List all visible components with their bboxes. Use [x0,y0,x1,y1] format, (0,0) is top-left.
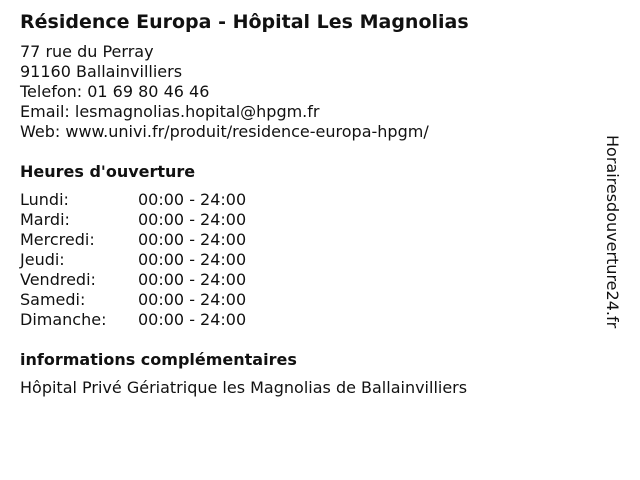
address-block [20,42,600,142]
hours-time: 00:00 - 24:00 [138,250,247,269]
hours-time: 00:00 - 24:00 [138,290,247,309]
hours-day: Mercredi: [20,230,95,249]
postal-city: 91160 Ballainvilliers [20,62,183,81]
page-title: Résidence Europa - Hôpital Les Magnolias [20,11,469,33]
hours-row-tuesday [20,210,600,230]
opening-hours-heading: Heures d'ouverture [20,162,196,181]
website-line: Web: www.univi.fr/produit/residence-europa-hpgm/ [20,122,429,141]
hours-time: 00:00 - 24:00 [138,230,247,249]
additional-info-heading: informations complémentaires [20,350,297,369]
hours-day: Mardi: [20,210,70,229]
hours-row-saturday [20,290,600,310]
business-card [20,10,600,398]
email-line: Email: lesmagnolias.hopital@hpgm.fr [20,102,320,121]
hours-day: Samedi: [20,290,86,309]
hours-day: Dimanche: [20,310,107,329]
hours-time: 00:00 - 24:00 [138,210,247,229]
street-address: 77 rue du Perray [20,42,154,61]
opening-hours-table [20,190,600,330]
hours-time: 00:00 - 24:00 [138,310,247,329]
hours-row-friday [20,270,600,290]
hours-day: Jeudi: [20,250,65,269]
hours-day: Vendredi: [20,270,96,289]
hours-row-monday [20,190,600,210]
hours-row-thursday [20,250,600,270]
site-watermark: Horairesdouverture24.fr [603,135,622,329]
hours-time: 00:00 - 24:00 [138,270,247,289]
hours-row-wednesday [20,230,600,250]
hours-row-sunday [20,310,600,330]
hours-time: 00:00 - 24:00 [138,190,247,209]
hours-day: Lundi: [20,190,69,209]
additional-info-text: Hôpital Privé Gériatrique les Magnolias de Ballainvilliers [20,378,468,397]
phone-line: Telefon: 01 69 80 46 46 [20,82,210,101]
